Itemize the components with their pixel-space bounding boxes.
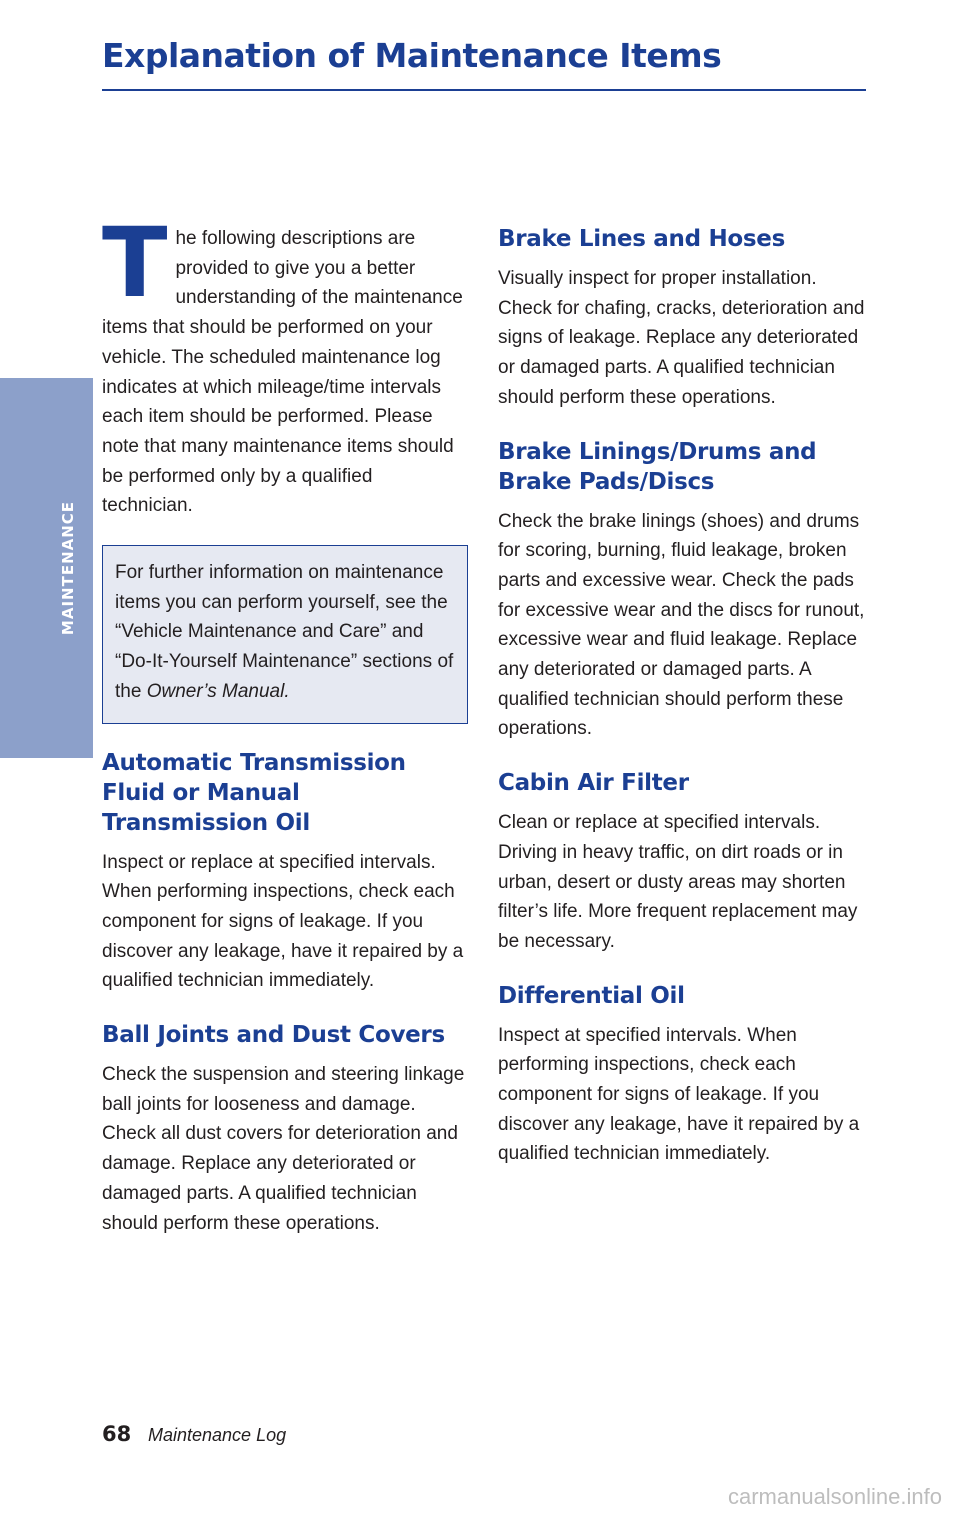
note-text: For further information on maintenance items you can perform yourself, see the “Vehicle Maintenance and Care” and “Do-It-Yourself Maintenance” sections of the	[115, 562, 454, 702]
section-body: Check the suspension and steering linkage ball joints for looseness and damage. Check all dust covers for deterioration and damage. Replace any deteriorated or damaged parts. A qualified technician should perform these operations.	[102, 1064, 465, 1234]
intro-paragraph	[102, 207, 468, 521]
section-body: Visually inspect for proper installation. Check for chafing, cracks, deterioration and signs of leakage. Replace any deteriorated or damaged parts. A qualified technician should perform these operations.	[498, 268, 865, 408]
page-title: Explanation of Maintenance Items	[102, 36, 722, 75]
page-number: 68	[102, 1422, 132, 1446]
footer-label: Maintenance Log	[148, 1425, 287, 1445]
section-heading: Ball Joints and Dust Covers	[102, 1022, 445, 1049]
right-column	[498, 224, 866, 1169]
drop-cap: T	[102, 207, 168, 319]
section-heading: Cabin Air Filter	[498, 770, 689, 797]
title-divider	[102, 89, 866, 91]
left-column	[102, 207, 468, 1238]
section-body: Inspect or replace at specified intervals. When performing inspections, check each component for signs of leakage. If you discover any leakage, have it repaired by a qualified technician immediately.	[102, 851, 464, 992]
watermark: carmanualsonline.info	[727, 1484, 942, 1509]
section-body: Inspect at specified intervals. When performing inspections, check each component for signs of leakage. If you discover any leakage, have it repaired by a qualified technician immediately.	[498, 1024, 860, 1165]
note-box	[102, 545, 468, 724]
side-tab	[0, 378, 93, 758]
section-body: Clean or replace at specified intervals. Driving in heavy traffic, on dirt roads or in urban, desert or dusty areas may shorten filter’s life. More frequent replacement may be necessary.	[498, 812, 858, 952]
section-body: Check the brake linings (shoes) and drums for scoring, burning, fluid leakage, broken parts and excessive wear. Check the pads for excessive wear and the discs for runout, excessive wear and fluid leakage. Replace any deteriorated or damaged parts. A qualified technician should perform these operations.	[498, 510, 865, 740]
section-heading: Brake Lines and Hoses	[498, 226, 785, 252]
section-heading: Automatic Transmission Fluid or Manual Transmission Oil	[102, 749, 406, 836]
note-paragraph	[115, 558, 457, 707]
intro-text: he following descriptions are provided to give you a better understanding of the maintenance items that should be performed on your vehicle. The scheduled maintenance log indicates at which mileage/time intervals each item should be performed. Please note that many maintenance items should be performed only by a qualified technician.	[102, 228, 463, 517]
note-emphasis: Owner’s Manual.	[146, 680, 290, 702]
side-tab-label: MAINTENANCE	[59, 500, 77, 636]
section-heading: Brake Linings/Drums and Brake Pads/Discs	[498, 438, 817, 495]
section-heading: Differential Oil	[498, 982, 685, 1009]
